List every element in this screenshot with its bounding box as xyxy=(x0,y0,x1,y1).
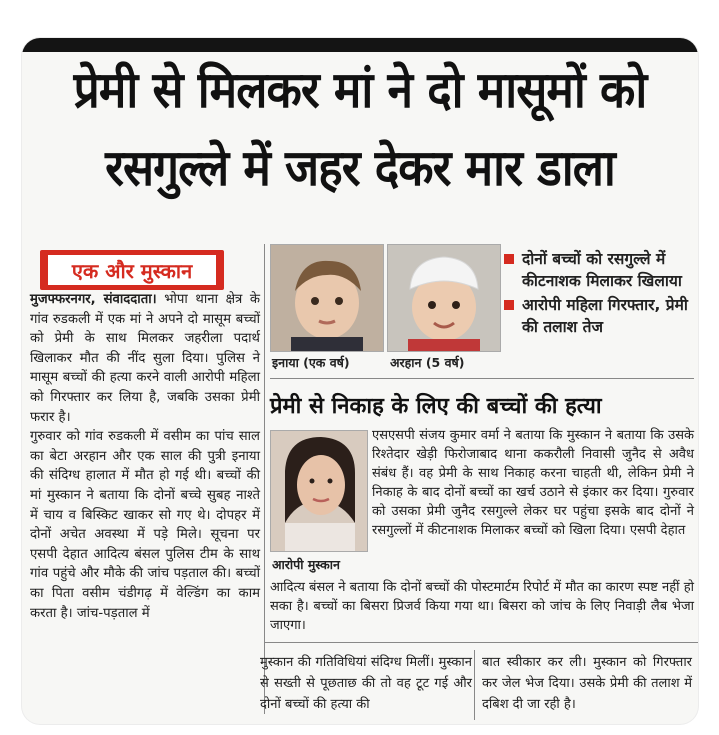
bottom-column-divider xyxy=(474,650,475,720)
bottom-column-b: बात स्वीकार कर ली। मुस्कान को गिरफ्तार कर जेल भेज दिया। उसके प्रेमी की तलाश में दबिश दी जा रही है। xyxy=(482,655,692,712)
caption-child-inaya: इनाया (एक वर्ष) xyxy=(272,355,350,370)
dateline: मुजफ्फरनगर, संवाददाता। xyxy=(30,292,157,307)
highlight-bullet-text-1: दोनों बच्चों को रसगुल्ले में कीटनाशक मिलाकर खिलाया xyxy=(522,250,682,290)
child-portrait-icon xyxy=(388,245,500,351)
highlight-bullet-text-2: आरोपी महिला गिरफ्तार, प्रेमी की तलाश तेज xyxy=(522,296,688,336)
story-text-part-2: आदित्य बंसल ने बताया कि दोनों बच्चों की पोस्टमार्टम रिपोर्ट में मौत का कारण स्पष्ट नहीं हो सका है। बच्चों का बिसरा प्रिजर्व किया गया था। बिसरा को जांच के लिए निवाड़ी लैब भेजा जाएगा। xyxy=(270,580,694,633)
headline-line-1: प्रेमी से मिलकर मां ने दो मासूमों को xyxy=(73,61,647,119)
story-text-part-1: एसएसपी संजय कुमार वर्मा ने बताया कि मुस्कान ने बताया कि उसके रिश्तेदार खेड़ी फिरोजाबाद थाना ककरौली निवासी जुनैद से अवैध संबंध हैं। वह प्रेमी के साथ निकाह करना चाहती थी, लेकिन प्रेमी ने निकाह के बाद दोनों बच्चों का खर्च उठाने से इंकार कर दिया। गुरुवार को उसका प्रेमी जुनैद रसगुल्ले लेकर घर पहुंचा इसके बाद दोनों ने रसगुल्लों में कीटनाशक मिलाकर बच्चों को खिला दिया। एसपी देहात xyxy=(372,428,694,538)
divider-rule xyxy=(270,378,694,379)
photo-child-arhan xyxy=(387,244,501,352)
highlight-bullets xyxy=(504,248,694,340)
section-tag xyxy=(40,250,224,290)
column-one-para-2: गुरुवार को गांव रुडकली में वसीम का पांच साल का बेटा अरहान और एक साल की पुत्री इनाया की संदिग्ध हालात में मौत हो गई थी। बच्चों की मां मुस्कान ने बताया कि दोनों बच्चे सुबह नाश्ते में चाय व बिस्किट खाकर सो गए थे। दोपहर में दोनों अचेत अवस्था में पड़े मिले। सूचना पर एसपी देहात आदित्य बंसल पुलिस टीम के साथ गांव पहुंचे और मौके की जांच पड़ताल की। बच्चों का पिता वसीम चंडीगढ़ में वेल्डिंग का काम करता है। जांच-पड़ताल में xyxy=(30,429,260,621)
caption-accused: आरोपी मुस्कान xyxy=(272,557,340,572)
column-divider xyxy=(264,244,265,714)
newspaper-clipping xyxy=(22,38,698,724)
column-one xyxy=(30,290,260,623)
section-tag-label: एक और मुस्कान xyxy=(48,255,216,285)
red-square-bullet-icon xyxy=(504,254,514,264)
highlight-bullet-2 xyxy=(504,294,694,338)
highlight-bullet-1 xyxy=(504,248,694,292)
top-edge-bar xyxy=(22,38,698,52)
column-one-text xyxy=(30,290,260,427)
subheadline: प्रेमी से निकाह के लिए की बच्चों की हत्या xyxy=(270,394,602,419)
photo-accused xyxy=(270,430,368,552)
red-square-bullet-icon xyxy=(504,300,514,310)
photo-child-inaya xyxy=(270,244,384,352)
child-portrait-icon xyxy=(271,245,383,351)
column-one-para-1: भोपा थाना क्षेत्र के गांव रुडकली में एक मां ने अपने दो मासूम बच्चों को प्रेमी के साथ मिलकर जहरीला पदार्थ खिलाकर मौत की नींद सुला दिया। पुलिस ने मासूम बच्चों की हत्या करने वाली आरोपी महिला को गिरफ्तार कर लिया है, जबकि उसका प्रेमी फरार है। xyxy=(30,292,261,425)
headline-line-2: रसगुल्ले में जहर देकर मार डाला xyxy=(105,139,615,197)
caption-child-arhan: अरहान (5 वर्ष) xyxy=(390,355,465,370)
bottom-divider-rule xyxy=(264,642,698,643)
woman-portrait-icon xyxy=(271,431,367,551)
bottom-column-a: मुस्कान की गतिविधियां संदिग्ध मिलीं। मुस्कान से सख्ती से पूछताछ की तो वह टूट गई और दोनों बच्चों की हत्या की xyxy=(260,655,472,712)
